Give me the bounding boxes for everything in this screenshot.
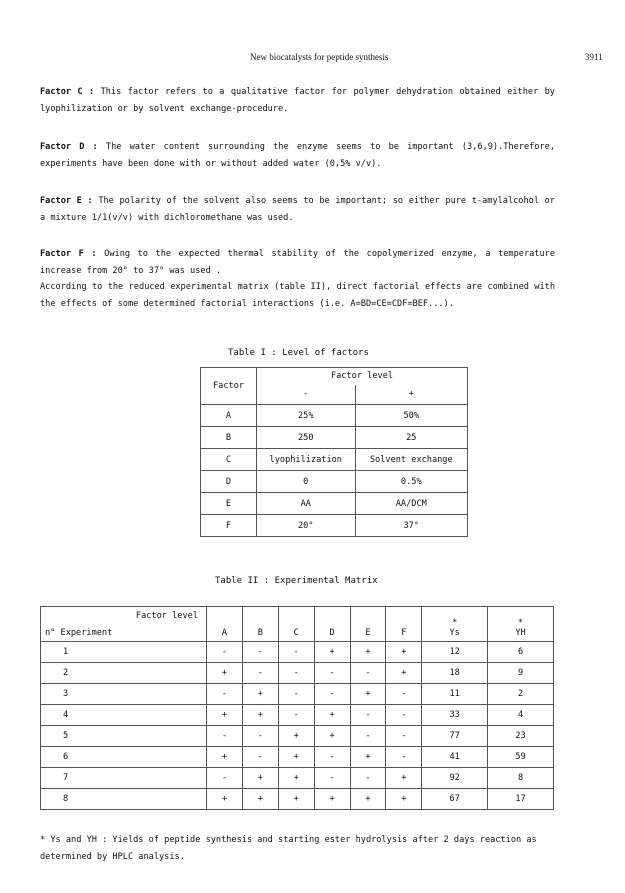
t2-cell-experiment: 8 [41,789,207,810]
t2-cell: + [207,747,243,768]
t2-cell: + [350,789,386,810]
t2-header-star: * [517,618,524,628]
t2-cell: - [207,642,243,663]
t2-cell: + [278,726,314,747]
t2-header-c [278,607,314,642]
t1-cell-factor: D [201,471,257,493]
t2-cell: - [207,726,243,747]
t2-cell: - [314,663,350,684]
t2-cell-experiment: 7 [41,768,207,789]
t2-cell: + [278,768,314,789]
t2-cell: 33 [422,705,488,726]
t2-cell: - [386,705,422,726]
t2-row [41,684,554,705]
table2-caption: Table II : Experimental Matrix [215,576,378,586]
t2-header-label: Ys [449,628,460,638]
t1-row [201,449,468,471]
t1-cell-high: 25 [355,427,467,449]
t1-row [201,515,468,537]
t2-cell: 92 [422,768,488,789]
paragraph-factor-e [40,193,555,226]
t2-row [41,789,554,810]
t2-row [41,642,554,663]
t1-row [201,405,468,427]
factor-c-text: This factor refers to a qualitative factor for polymer dehydration obtained either by lyophilization or by solvent exchange-procedure. [40,87,555,114]
t2-cell: + [386,663,422,684]
t2-cell: + [386,768,422,789]
t2-header-label: E [365,628,371,638]
t2-cell: - [350,705,386,726]
t1-row [201,427,468,449]
t2-row [41,663,554,684]
t2-cell: - [207,768,243,789]
t2-row [41,726,554,747]
table1-caption: Table I : Level of factors [228,348,369,358]
t2-cell: 17 [488,789,554,810]
table-experimental-matrix [40,606,554,810]
t2-cell-experiment: 6 [41,747,207,768]
t2-header-f [386,607,422,642]
t2-cell: - [350,726,386,747]
t2-cell: 59 [488,747,554,768]
t1-cell-low: 0 [257,471,356,493]
t1-cell-high: Solvent exchange [355,449,467,471]
t2-cell: + [350,642,386,663]
t2-cell: - [386,684,422,705]
t2-cell: - [350,663,386,684]
t2-header-star: * [452,618,458,628]
t2-header-label: A [221,628,228,638]
table2-footnote: * Ys and YH : Yields of peptide synthesis and starting ester hydrolysis after 2 days reaction as determined by HPLC analysis. [40,835,537,862]
t2-cell: - [350,768,386,789]
factor-c-label: Factor C : [40,87,95,97]
factor-d-label: Factor D : [40,142,98,152]
t2-row [41,747,554,768]
t1-cell-factor: C [201,449,257,471]
t2-cell: - [314,747,350,768]
t1-header-plus: + [355,385,467,405]
table-level-of-factors [200,367,468,537]
t2-cell-experiment: 3 [41,684,207,705]
t2-header-d [314,607,350,642]
t2-cell: - [314,684,350,705]
t1-cell-low: 250 [257,427,356,449]
t2-row [41,705,554,726]
t1-cell-high: 37° [355,515,467,537]
t2-corner-cell [41,607,207,642]
paragraph-factor-d [40,139,555,172]
t1-cell-factor: B [201,427,257,449]
t2-cell: - [386,726,422,747]
t2-cell: + [207,705,243,726]
t2-cell: - [278,642,314,663]
t1-header-minus: - [257,385,356,405]
t2-cell: 18 [422,663,488,684]
t2-cell: 9 [488,663,554,684]
t1-cell-factor: F [201,515,257,537]
t2-corner-top: Factor level [135,611,198,621]
t2-cell: + [207,789,243,810]
t2-cell: - [314,768,350,789]
t1-header-factor: Factor [201,368,257,405]
t2-cell: 2 [488,684,554,705]
t2-cell: 41 [422,747,488,768]
t2-cell: 67 [422,789,488,810]
t2-cell: + [242,768,278,789]
t2-header-a [207,607,243,642]
t2-cell: 11 [422,684,488,705]
t1-header-level: Factor level [257,368,468,385]
t2-cell: + [314,642,350,663]
t2-cell: + [242,789,278,810]
factor-d-text: The water content surrounding the enzyme seems to be important (3,6,9).Therefore, experiments have been done with or without added water (0,5% v/v). [40,142,555,169]
t2-cell: 77 [422,726,488,747]
t2-cell: - [242,642,278,663]
factor-e-label: Factor E : [40,196,93,206]
t2-corner-bottom: n° Experiment [45,628,113,638]
t1-cell-low: 20° [257,515,356,537]
factor-f-text: Owing to the expected thermal stability of the copolymerized enzyme, a temperature increase from 20° to 37° was used . [40,249,555,276]
t2-cell: - [207,684,243,705]
matrix-paragraph: According to the reduced experimental matrix (table II), direct factorial effects are combined with the effects of some determined factorial interactions (i.e. A=BD=CE=CDF=BEF...). [40,282,555,309]
t2-header-label: C [293,628,299,638]
t2-cell: 4 [488,705,554,726]
t2-cell: + [278,789,314,810]
t1-cell-low: AA [257,493,356,515]
t2-header-label: D [329,628,335,638]
t1-cell-high: 50% [355,405,467,427]
t2-cell-experiment: 2 [41,663,207,684]
t2-header-b [242,607,278,642]
page-number: 3911 [585,52,603,62]
running-title: New biocatalysts for peptide synthesis [250,52,389,62]
t2-header-yh [488,607,554,642]
t1-cell-high: AA/DCM [355,493,467,515]
paragraph-factor-c [40,84,555,117]
t2-cell: + [386,789,422,810]
t2-cell: - [386,747,422,768]
t2-header-label: B [257,628,263,638]
t2-cell-experiment: 5 [41,726,207,747]
t2-cell: + [242,705,278,726]
t1-cell-low: lyophilization [257,449,356,471]
t2-cell: + [350,747,386,768]
paragraph-factor-f [40,246,555,312]
t1-row [201,471,468,493]
t2-cell: + [242,684,278,705]
factor-e-text: The polarity of the solvent also seems to be important; so either pure t-amylalcohol or a mixture 1/1(v/v) with dichloromethane was used. [40,196,555,223]
t2-header-label: F [401,628,407,638]
t2-cell-experiment: 4 [41,705,207,726]
t1-cell-low: 25% [257,405,356,427]
t2-cell: + [314,705,350,726]
t2-cell: 12 [422,642,488,663]
t2-row [41,768,554,789]
t2-cell: + [350,684,386,705]
t1-row [201,493,468,515]
t2-cell: + [386,642,422,663]
t2-cell-experiment: 1 [41,642,207,663]
t1-cell-factor: E [201,493,257,515]
t2-cell: 23 [488,726,554,747]
t2-header-e [350,607,386,642]
t2-cell: - [242,726,278,747]
factor-f-label: Factor F : [40,249,97,259]
t2-cell: - [278,705,314,726]
t2-cell: + [207,663,243,684]
t2-cell: + [278,747,314,768]
t2-cell: 6 [488,642,554,663]
t2-cell: 8 [488,768,554,789]
t1-cell-high: 0.5% [355,471,467,493]
t2-header-ys [422,607,488,642]
t2-cell: - [242,747,278,768]
t2-cell: + [314,726,350,747]
t2-cell: + [314,789,350,810]
t2-cell: - [242,663,278,684]
t2-header-label: YH [515,628,526,638]
t1-cell-factor: A [201,405,257,427]
t2-cell: - [278,663,314,684]
t2-cell: - [278,684,314,705]
